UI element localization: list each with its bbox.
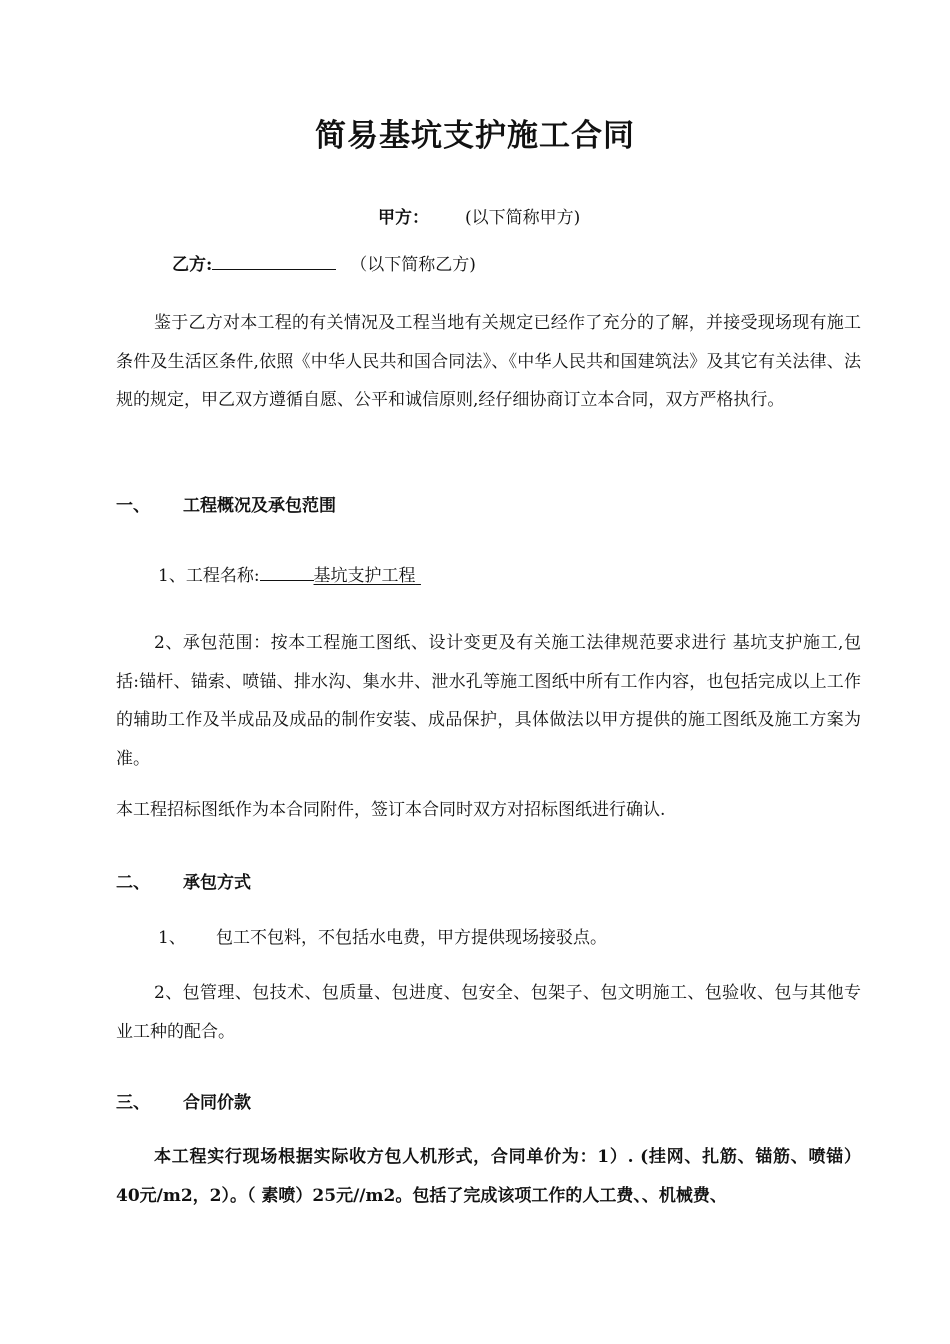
section-2-number: 二、: [116, 873, 150, 893]
project-name-value: 基坑支护工程: [313, 566, 416, 586]
preamble-paragraph: 鉴于乙方对本工程的有关情况及工程当地有关规定已经作了充分的了解，并接受现场现有施工条件及生活区条件,依照《中华人民共和国合同法》、《中华人民共和国建筑法》及其它有关法律、法规的规定，甲乙双方遵循自愿、公平和诚信原则,经仔细协商订立本合同，双方严格执行。: [116, 313, 861, 410]
method-item-1: [158, 924, 607, 952]
section-3-title: 合同价款: [183, 1093, 251, 1113]
section-3-heading: [116, 1089, 251, 1117]
scope-paragraph: 2、承包范围：按本工程施工图纸、设计变更及有关施工法律规范要求进行 基坑支护施工,包括:锚杆、锚索、喷锚、排水沟、集水井、泄水孔等施工图纸中所有工作内容，也包括完成以上工作的辅助工作及半成品及成品的制作安装、成品保护，具体做法以甲方提供的施工图纸及施工方案为准。: [116, 633, 861, 769]
method-item-1-text: 包工不包料，不包括水电费，甲方提供现场接驳点。: [216, 928, 607, 948]
party-b-line: [172, 250, 476, 279]
project-name-line: [158, 561, 421, 590]
section-1-heading: [116, 492, 336, 520]
section-2-title: 承包方式: [183, 873, 251, 893]
section-1-title: 工程概况及承包范围: [183, 496, 336, 516]
party-b-label: 乙方:: [172, 255, 213, 275]
party-b-note: （以下简称乙方): [350, 255, 476, 275]
method-item-2: 2、包管理、包技术、包质量、包进度、包安全、包架子、包文明施工、包验收、包与其他专业工种的配合。: [116, 983, 861, 1042]
section-3-number: 三、: [116, 1093, 150, 1113]
party-a-note: (以下简称甲方): [465, 208, 581, 228]
party-a-line: [378, 204, 580, 232]
party-b-blank: [212, 250, 336, 270]
document-title: 简易基坑支护施工合同: [315, 118, 635, 154]
project-name-label: 1、工程名称:: [158, 566, 260, 586]
party-a-label: 甲方：: [378, 208, 429, 228]
section-1-number: 一、: [116, 496, 150, 516]
project-name-blank: [260, 561, 314, 581]
price-paragraph: 本工程实行现场根据实际收方包人机形式，合同单价为：1）. (挂网、扎筋、锚筋、喷锚） 40元/m2，2）。（ 素喷）25元//m2。包括了完成该项工作的人工费、、机械费、: [116, 1147, 861, 1206]
drawings-note: 本工程招标图纸作为本合同附件，签订本合同时双方对招标图纸进行确认.: [116, 800, 666, 820]
method-item-1-number: 1、: [158, 928, 186, 948]
section-2-heading: [116, 869, 251, 897]
